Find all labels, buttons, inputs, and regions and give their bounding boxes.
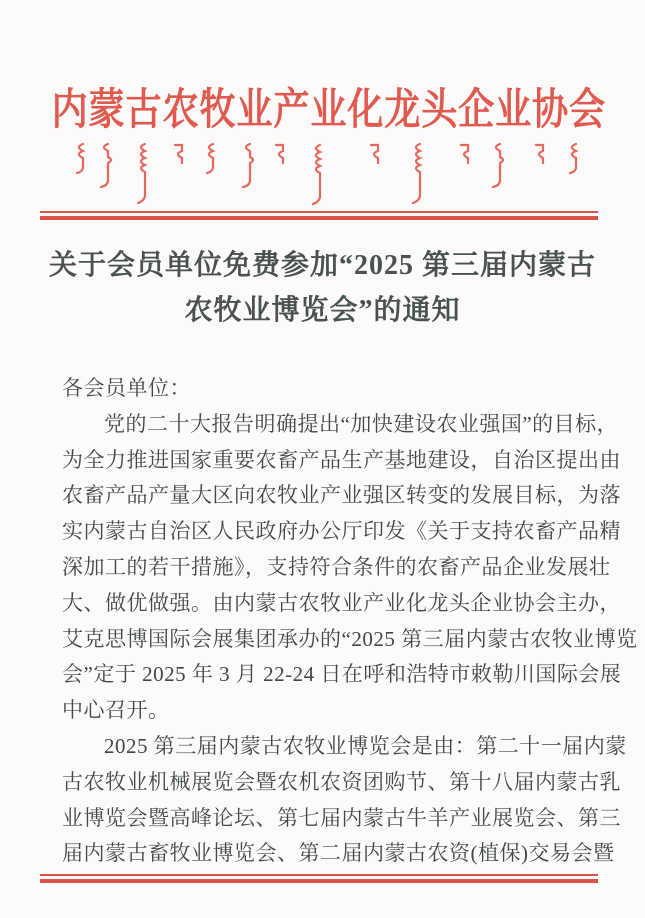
footer-divider-rule: [40, 874, 598, 883]
document-body: [62, 371, 638, 872]
body-line: 中心召开。: [62, 698, 170, 723]
body-line: 业博览会暨高峰论坛、第七届内蒙古牛羊产业展览会、第三: [62, 805, 621, 830]
body-line: 为全力推进国家重要农畜产品生产基地建设，自治区提出由: [62, 447, 621, 472]
body-line: 大、做优做强。由内蒙古农牧业产业化龙头企业协会主办，: [62, 590, 621, 615]
body-line: 会”定于 2025 年 3 月 22-24 日在呼和浩特市敕勒川国际会展: [62, 662, 622, 687]
body-line: 艾克思博国际会展集团承办的“2025 第三届内蒙古农牧业博览: [62, 626, 638, 651]
body-line: 深加工的若干措施》，支持符合条件的农畜产品企业发展壮: [62, 554, 611, 579]
body-line: 届内蒙古畜牧业博览会、第二届内蒙古农资(植保)交易会暨: [62, 841, 615, 866]
body-line: 古农牧业机械展览会暨农机农资团购节、第十八届内蒙古乳: [62, 769, 621, 794]
letterhead-divider-rule: [40, 211, 598, 220]
body-line: 2025 第三届内蒙古农牧业博览会是由：第二十一届内蒙: [104, 733, 627, 758]
mongolian-script-icon: [70, 142, 594, 208]
letterhead-org-title: 内蒙古农牧业产业化龙头企业协会: [51, 87, 607, 134]
document-title-line1: 关于会员单位免费参加“2025 第三届内蒙古: [48, 250, 596, 281]
body-line: 实内蒙古自治区人民政府办公厅印发《关于支持农畜产品精: [62, 519, 621, 544]
body-line: 农畜产品产量大区向农牧业产业强区转变的发展目标，为落: [62, 483, 621, 508]
document-title-line2: 农牧业博览会”的通知: [184, 295, 461, 326]
document-title: [0, 243, 645, 333]
body-line: 各会员单位：: [62, 376, 191, 400]
body-line: 党的二十大报告明确提出“加快建设农业强国”的目标，: [104, 411, 619, 436]
